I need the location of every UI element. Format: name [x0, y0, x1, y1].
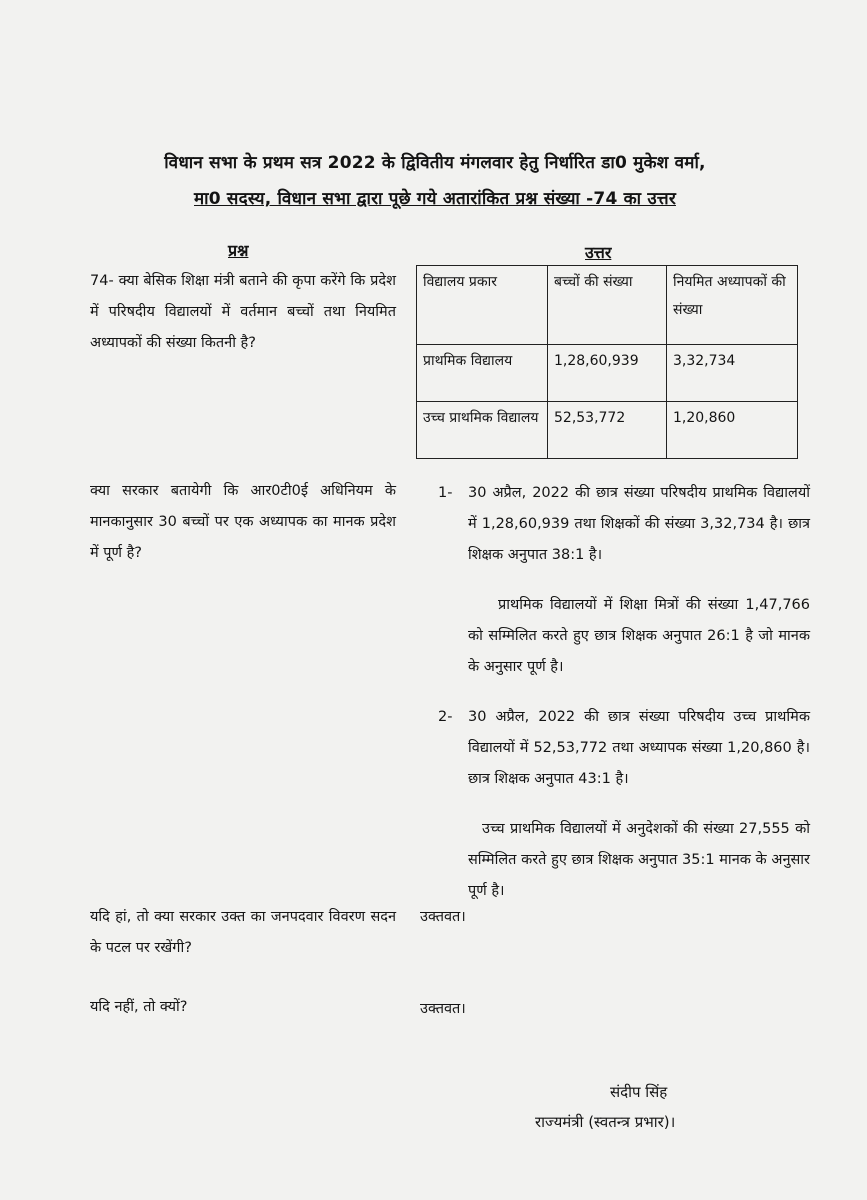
- answer-item-2-text: 30 अप्रैल, 2022 की छात्र संख्या परिषदीय उच्च प्राथमिक विद्यालयों में 52,53,772 तथा अध्यापक संख्या 1,20,860 है। छात्र शिक्षक अनुपात 43:1 है।: [468, 709, 810, 787]
- answer-if-not-why: उक्तवत।: [420, 1001, 466, 1017]
- question-if-not-why: यदि नहीं, तो क्यों?: [90, 999, 188, 1015]
- question-column-heading: प्रश्न: [228, 241, 249, 260]
- table-header-cell: विद्यालय प्रकार: [417, 266, 548, 345]
- table-header-cell: बच्चों की संख्या: [548, 266, 667, 345]
- table-cell: 1,28,60,939: [548, 345, 667, 402]
- document-heading-line2: मा0 सदस्य, विधान सभा द्वारा पूछे गये अतारांकित प्रश्न संख्या -74 का उत्तर: [194, 189, 676, 209]
- answer-table: [416, 265, 798, 459]
- answer-item-1-paragraph: प्राथमिक विद्यालयों में शिक्षा मित्रों की संख्या 1,47,766 को सम्मिलित करते हुए छात्र शिक्षक अनुपात 26:1 है जो मानक के अनुसार पूर्ण है।: [468, 597, 810, 675]
- question-district-details: यदि हां, तो क्या सरकार उक्त का जनपदवार विवरण सदन के पटल पर रखेंगी?: [90, 909, 396, 956]
- table-cell: 1,20,860: [667, 402, 798, 459]
- signatory-name: संदीप सिंह: [610, 1083, 668, 1101]
- question-74-text: 74- क्या बेसिक शिक्षा मंत्री बताने की कृपा करेंगे कि प्रदेश में परिषदीय विद्यालयों में वर्तमान बच्चों तथा नियमित अध्यापकों की संख्या कितनी है?: [90, 273, 396, 351]
- table-cell: 3,32,734: [667, 345, 798, 402]
- document-heading-line1: विधान सभा के प्रथम सत्र 2022 के द्विवितीय मंगलवार हेतु निर्धारित डा0 मुकेश वर्मा,: [164, 153, 706, 173]
- answer-item-1-number: 1-: [438, 485, 453, 501]
- answer-district-details: उक्तवत।: [420, 909, 466, 925]
- answer-item-2-paragraph: उच्च प्राथमिक विद्यालयों में अनुदेशकों की संख्या 27,555 को सम्मिलित करते हुए छात्र शिक्षक अनुपात 35:1 मानक के अनुसार पूर्ण है।: [468, 821, 810, 899]
- answer-column-heading: उत्तर: [585, 243, 612, 262]
- question-rte-text: क्या सरकार बतायेगी कि आर0टी0ई अधिनियम के मानकानुसार 30 बच्चों पर एक अध्यापक का मानक प्रदेश में पूर्ण है?: [90, 483, 396, 561]
- signatory-designation: राज्यमंत्री (स्वतन्त्र प्रभार)।: [535, 1113, 676, 1131]
- table-cell: प्राथमिक विद्यालय: [417, 345, 548, 402]
- table-header-row: [417, 266, 798, 345]
- table-row: [417, 345, 798, 402]
- answer-item-2-number: 2-: [438, 709, 453, 725]
- table-cell: उच्च प्राथमिक विद्यालय: [417, 402, 548, 459]
- answer-item-1-text: 30 अप्रैल, 2022 की छात्र संख्या परिषदीय प्राथमिक विद्यालयों में 1,28,60,939 तथा शिक्षकों की संख्या 3,32,734 है। छात्र शिक्षक अनुपात 38:1 है।: [468, 485, 810, 563]
- table-row: [417, 402, 798, 459]
- table-cell: 52,53,772: [548, 402, 667, 459]
- table-header-cell: नियमित अध्यापकों की संख्या: [667, 266, 798, 345]
